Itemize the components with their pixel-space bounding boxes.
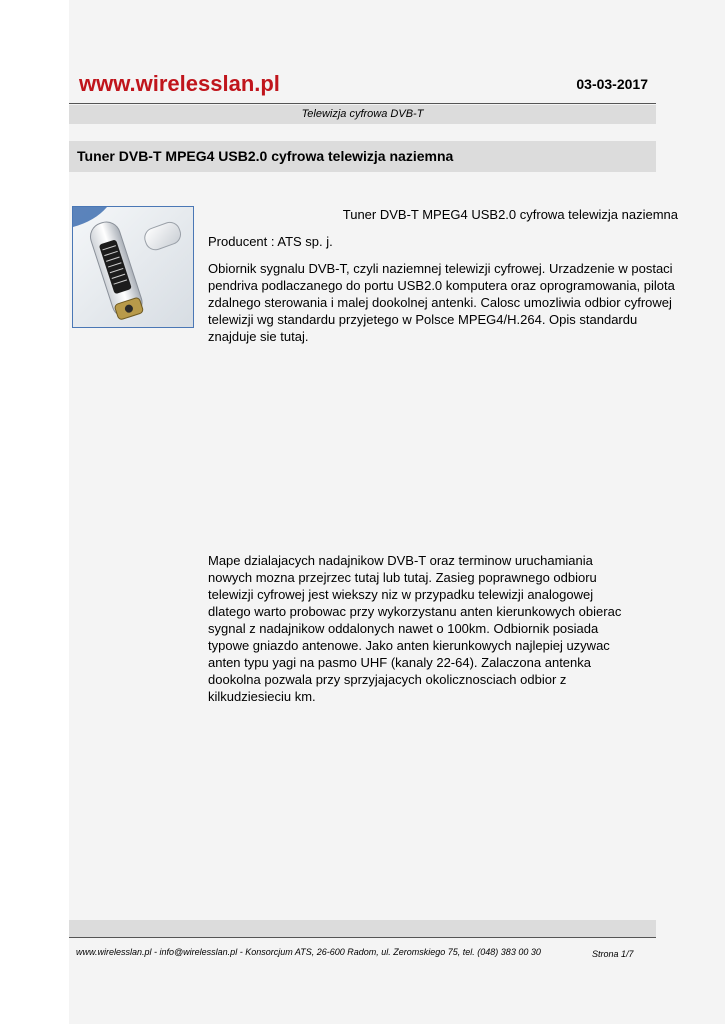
- footer-bar: [69, 920, 656, 937]
- article-heading: Tuner DVB-T MPEG4 USB2.0 cyfrowa telewizja naziemna: [77, 148, 454, 164]
- header-divider: [69, 103, 656, 104]
- footer-contact: www.wirelesslan.pl - info@wirelesslan.pl - Konsorcjum ATS, 26-600 Radom, ul. Zeromskiego 75, tel. (048) 383 00 30: [76, 947, 541, 957]
- description-paragraph: Obiornik sygnalu DVB-T, czyli naziemnej telewizji cyfrowej. Urzadzenie w postaci pendriva podlaczanego do portu USB2.0 komputera oraz oprogramowania, pilota zdalnego sterowania i malej dookolnej antenki. Calosc umozliwia odbior cyfrowej telewizji wg standardu przyjetego w Polsce MPEG4/H.264. Opis standardu znajduje sie tutaj.: [208, 261, 675, 344]
- article-heading-bar: [69, 141, 656, 172]
- category-label: Telewizja cyfrowa DVB-T: [69, 105, 656, 124]
- reception-paragraph: Mape dzialajacych nadajnikow DVB-T oraz terminow uruchamiania nowych mozna przejrzec tutaj lub tutaj. Zasieg poprawnego odbioru telewizji cyfrowej jest wiekszy niz w przypadku telewizji analogowej dlatego warto probowac przy wykorzystanu anten kierunkowych obierac sygnal z nadajnikow oddalonych nawet o 100km. Odbiornik posiada typowe gniazdo antenowe. Jako anten kierunkowych najlepiej uzywac anten typu yagi na pasmo UHF (kanaly 22-64). Zalaczona antenka dookolna pozwala przy sprzyjajacych okolicznosciach odbior z kilkudziesieciu km.: [208, 553, 622, 704]
- site-title[interactable]: www.wirelesslan.pl: [79, 71, 280, 96]
- usb-tuner-illustration: [73, 207, 193, 327]
- footer-divider: [69, 937, 656, 938]
- product-name: Tuner DVB-T MPEG4 USB2.0 cyfrowa telewizja naziemna: [342, 207, 678, 222]
- article-content: [208, 206, 678, 345]
- document-date: 03-03-2017: [576, 76, 648, 92]
- product-image: [72, 206, 194, 328]
- producer-line: Producent : ATS sp. j.: [208, 234, 333, 249]
- page-number: Strona 1/7: [592, 949, 634, 959]
